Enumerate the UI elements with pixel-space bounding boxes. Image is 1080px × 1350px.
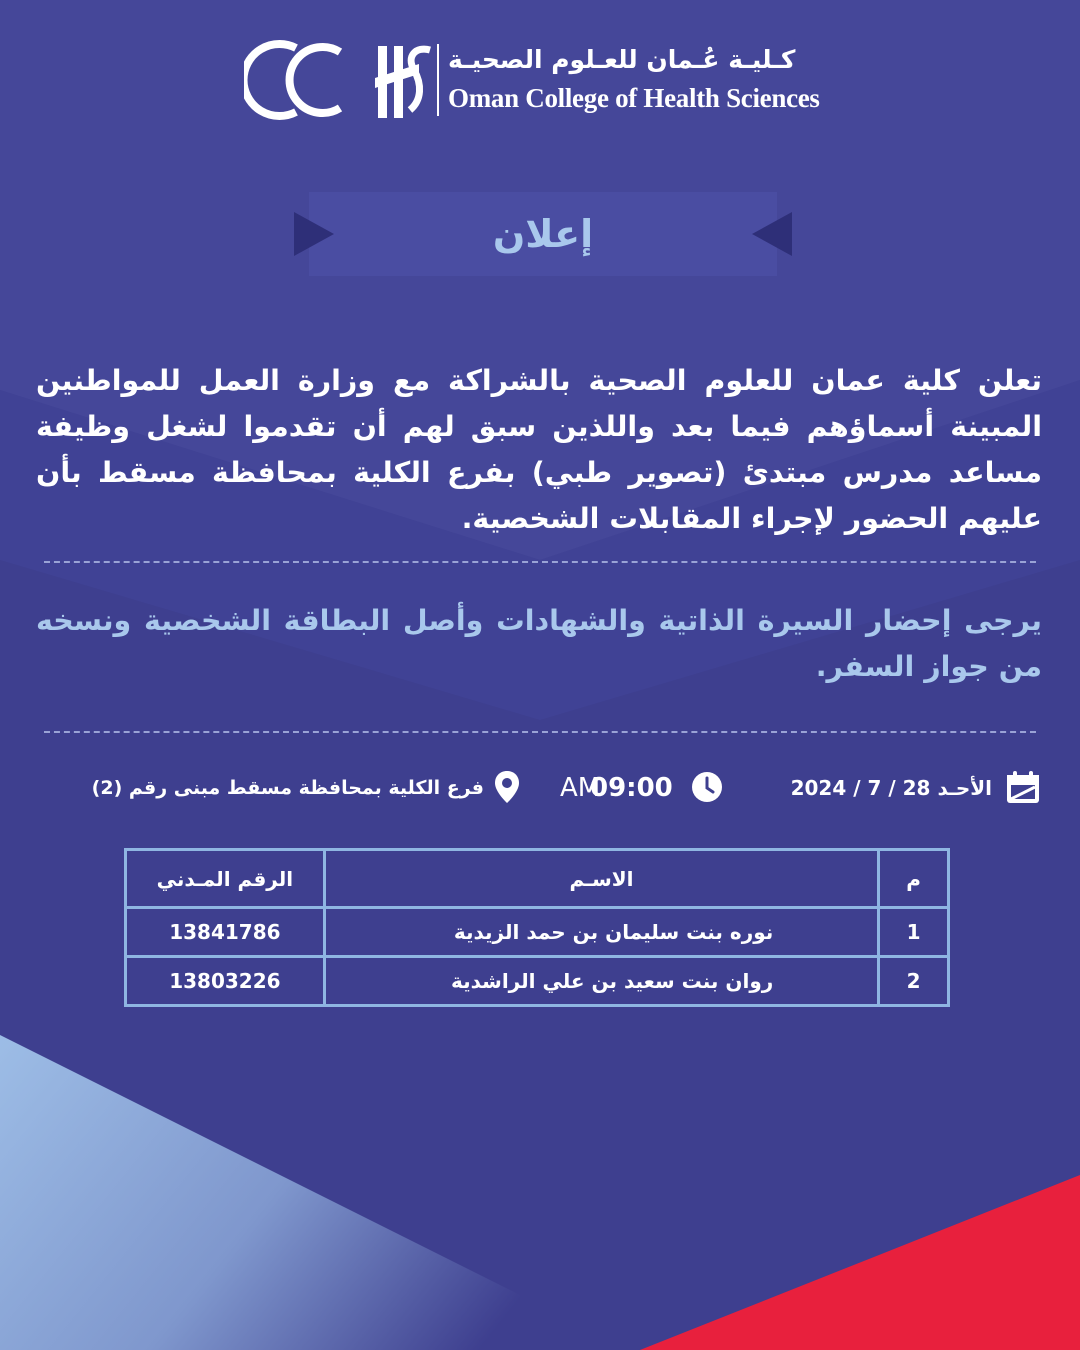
banner-arrow-left-icon xyxy=(294,212,334,256)
banner-arrow-right-icon xyxy=(752,212,792,256)
table-row xyxy=(126,957,949,1006)
college-logo xyxy=(0,36,1080,126)
row-name: روان بنت سعيد بن علي الراشدية xyxy=(324,957,879,1006)
header-civil-id: الرقم المـدني xyxy=(126,850,325,908)
dashed-divider xyxy=(44,561,1036,563)
requirements-note: يرجى إحضار السيرة الذاتية والشهادات وأصل البطاقة الشخصية ونسخه من جواز السفر. xyxy=(36,604,1042,683)
interview-time-period: AM xyxy=(560,773,601,803)
clock-icon xyxy=(691,770,723,804)
row-number: 1 xyxy=(879,908,949,957)
table-row xyxy=(126,908,949,957)
candidates-table xyxy=(124,848,950,1007)
college-name-english: Oman College of Health Sciences xyxy=(448,83,820,113)
row-name: نوره بنت سليمان بن حمد الزيدية xyxy=(324,908,879,957)
interview-date: الأحـد 28 / 7 / 2024 xyxy=(790,776,992,800)
announcement-text: تعلن كلية عمان للعلوم الصحية بالشراكة مع وزارة العمل للمواطنين المبينة أسماؤهم فيما بعد واللذين سبق لهم أن تقدموا لشغل وظيفة مساعد مدرس مبتدئ (تصوير طبي) بفرع الكلية بمحافظة مسقط بأن عليهم الحضور لإجراء المقابلات الشخصية. xyxy=(36,364,1042,535)
location-pin-icon xyxy=(494,770,520,804)
calendar-icon xyxy=(1004,770,1042,806)
row-civil-id: 13803226 xyxy=(126,957,325,1006)
interview-time: 09:00 xyxy=(590,773,673,803)
row-number: 2 xyxy=(879,957,949,1006)
header-number: م xyxy=(879,850,949,908)
row-civil-id: 13841786 xyxy=(126,908,325,957)
table-header-row xyxy=(126,850,949,908)
header-name: الاسـم xyxy=(324,850,879,908)
ochs-logo-mark xyxy=(244,38,434,122)
title-banner xyxy=(309,192,777,276)
logo-divider xyxy=(437,44,439,116)
college-name-arabic: كـليـة عُـمان للعـلوم الصحيـة xyxy=(448,45,796,74)
dashed-divider xyxy=(44,731,1036,733)
page-title: إعلان xyxy=(492,212,594,256)
interview-location: فرع الكلية بمحافظة مسقط مبنى رقم (2) xyxy=(91,777,484,799)
